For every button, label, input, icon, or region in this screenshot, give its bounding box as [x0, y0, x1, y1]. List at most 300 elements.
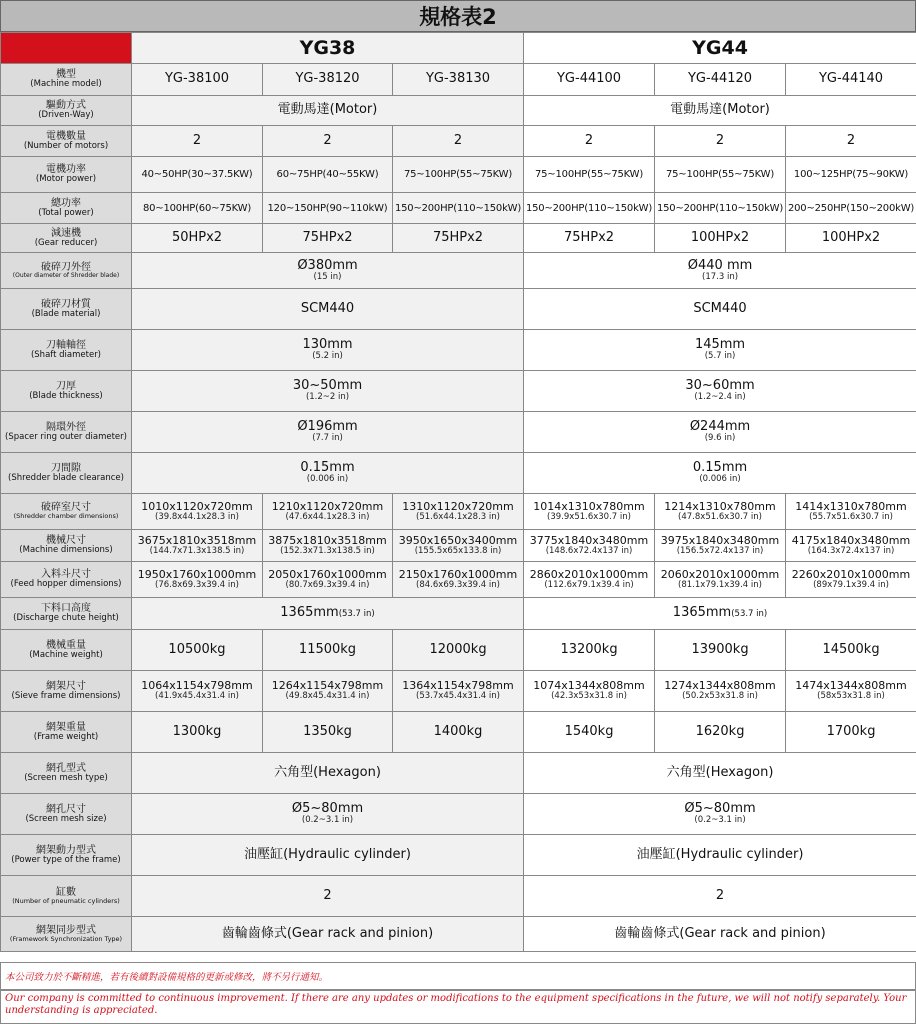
value-text: 10500kg: [168, 641, 226, 657]
spec-row: [1, 753, 916, 794]
row-label-zh: 缸數: [56, 886, 76, 898]
value-text: 4175x1840x3480mm: [791, 533, 911, 547]
spec-row: [1, 630, 916, 671]
value-text: 3875x1810x3518mm: [268, 533, 387, 547]
value-text: 12000kg: [429, 641, 487, 657]
value-subtext: (144.7x71.3x138.5 in): [149, 545, 245, 556]
value-text: 150~200HP(110~150kW): [525, 202, 653, 214]
value-cell: [393, 530, 524, 562]
value-cell: [132, 530, 263, 562]
row-label-zh: 驅動方式: [46, 100, 86, 112]
merged-value-cell-g38: [132, 835, 524, 876]
value-text: 1264x1154x798mm: [271, 679, 384, 693]
spec-row: [1, 876, 916, 917]
spec-row: [1, 330, 916, 371]
value-text: 130mm: [302, 337, 353, 353]
value-cell: [393, 224, 524, 253]
value-text: SCM440: [300, 300, 355, 316]
row-label: [1, 193, 132, 224]
row-label-en: (Discharge chute height): [13, 613, 119, 624]
row-label-en: (Framework Synchronization Type): [9, 934, 123, 943]
merged-value-cell-g44: [524, 289, 916, 330]
value-cell: [263, 494, 393, 530]
value-cell: [132, 494, 263, 530]
value-text: 75HPx2: [563, 229, 615, 245]
row-label: [1, 712, 132, 753]
spec-row: [1, 671, 916, 712]
row-label: [1, 289, 132, 330]
value-cell: [524, 671, 655, 712]
row-label-en: (Screen mesh size): [25, 813, 107, 824]
value-cell: [263, 671, 393, 712]
row-label: [1, 371, 132, 412]
value-text: 2260x2010x1000mm: [791, 567, 911, 581]
row-label: [1, 562, 132, 598]
value-subtext: (0.2~3.1 in): [301, 815, 354, 826]
value-cell: [524, 157, 655, 193]
spec-row: [1, 530, 916, 562]
row-label-en: (Spacer ring outer diameter): [5, 431, 127, 442]
red-corner-block: [1, 33, 132, 64]
group-header-row: [1, 33, 916, 64]
disclaimer-chinese: 本公司致力於不斷精進，若有後續對設備規格的更新或修改，將不另行通知。: [0, 962, 916, 990]
value-text: 1950x1760x1000mm: [137, 567, 257, 581]
value-text: 3975x1840x3480mm: [660, 533, 780, 547]
value-text: 電動馬達(Motor): [670, 102, 770, 118]
value-subtext: (89x79.1x39.4 in): [813, 579, 889, 590]
spec-row: [1, 193, 916, 224]
value-cell: [786, 494, 916, 530]
merged-value-cell-g38: [132, 371, 524, 412]
value-subtext: (112.6x79.1x39.4 in): [544, 579, 634, 590]
row-label-zh: 入料斗尺寸: [41, 569, 91, 581]
value-text: 100~125HP(75~90KW): [793, 169, 909, 180]
value-text: 75~100HP(55~75KW): [665, 169, 775, 180]
merged-value-cell-g38: [132, 253, 524, 289]
value-text: 3675x1810x3518mm: [137, 533, 257, 547]
value-cell: [393, 712, 524, 753]
value-cell: [263, 193, 393, 224]
value-text: 2: [846, 132, 856, 148]
value-cell: [524, 126, 655, 157]
value-cell: [132, 562, 263, 598]
value-cell: [132, 224, 263, 253]
value-subtext: (76.8x69.3x39.4 in): [155, 579, 239, 590]
value-text: 80~100HP(60~75KW): [142, 202, 252, 214]
value-cell: [786, 671, 916, 712]
value-text: 1414x1310x780mm: [795, 499, 907, 513]
merged-value-cell-g44: [524, 412, 916, 453]
row-label: [1, 598, 132, 630]
row-label-zh: 電機數量: [46, 130, 86, 142]
row-label: [1, 253, 132, 289]
row-label-zh: 下料口高度: [41, 603, 91, 615]
value-text: 120~150HP(90~110kW): [267, 202, 388, 214]
value-cell: [524, 193, 655, 224]
value-subtext: (42.3x53x31.8 in): [551, 691, 627, 702]
row-label-zh: 破碎室尺寸: [41, 502, 91, 514]
value-text: Ø196mm: [297, 419, 358, 435]
row-label-zh: 網架同步型式: [36, 924, 96, 936]
value-cell: [655, 712, 786, 753]
value-text: 150~200HP(110~150kW): [394, 202, 522, 214]
value-text: 油壓缸(Hydraulic cylinder): [636, 846, 804, 862]
value-cell: [132, 671, 263, 712]
value-text: 1364x1154x798mm: [402, 679, 514, 693]
value-text: SCM440: [693, 300, 747, 316]
row-label-zh: 刀間隙: [51, 462, 81, 474]
value-cell: [786, 712, 916, 753]
merged-value-cell-g44: [524, 371, 916, 412]
row-label-en: (Number of pneumatic cylinders): [12, 896, 120, 905]
row-label-en: (Screen mesh type): [24, 772, 108, 783]
page-title: 規格表2: [0, 0, 916, 32]
value-text: 0.15mm: [692, 460, 748, 476]
merged-value-cell-g38: [132, 794, 524, 835]
value-subtext: (53.7x45.4x31.4 in): [416, 691, 500, 702]
row-label-zh: 網孔型式: [46, 762, 86, 774]
value-cell: [393, 193, 524, 224]
row-label: [1, 876, 132, 917]
value-cell: [655, 193, 786, 224]
value-text: 2060x2010x1000mm: [660, 567, 780, 581]
row-label: [1, 64, 132, 96]
value-text: 齒輪齒條式(Gear rack and pinion): [221, 925, 434, 941]
value-cell: [263, 712, 393, 753]
row-label-zh: 刀軸軸徑: [46, 339, 86, 351]
value-text: 1700kg: [826, 723, 876, 739]
value-cell: [132, 712, 263, 753]
spec-row: [1, 126, 916, 157]
value-cell: [786, 630, 916, 671]
merged-value-cell-g38: [132, 598, 524, 630]
value-text: 1074x1344x808mm: [533, 679, 645, 693]
value-text: 2: [323, 887, 332, 903]
merged-value-cell-g38: [132, 96, 524, 126]
row-label-en: (Power type of the frame): [11, 854, 121, 865]
value-text: 2: [715, 887, 725, 903]
merged-value-cell-g44: [524, 876, 916, 917]
value-cell: [393, 630, 524, 671]
value-subtext: (84.6x69.3x39.4 in): [416, 579, 500, 590]
value-text: 14500kg: [822, 641, 880, 657]
value-text: 50HPx2: [171, 229, 223, 245]
row-label-en: (Blade thickness): [29, 390, 103, 401]
value-cell: [524, 224, 655, 253]
value-subtext: (47.6x44.1x28.3 in): [285, 511, 370, 522]
value-subtext: (47.8x51.6x30.7 in): [678, 511, 762, 522]
value-cell: [524, 530, 655, 562]
value-text: 1214x1310x780mm: [664, 499, 776, 513]
value-cell: [132, 126, 263, 157]
value-cell: [655, 630, 786, 671]
value-text: 150~200HP(110~150kW): [656, 202, 784, 214]
merged-value-cell-g38: [132, 876, 524, 917]
value-cell: [132, 157, 263, 193]
value-cell: [655, 224, 786, 253]
row-label-zh: 破碎刀外徑: [41, 261, 91, 273]
value-text: Ø5~80mm: [684, 801, 756, 817]
value-text: 60~75HP(40~55KW): [276, 169, 379, 180]
value-text: 145mm: [694, 337, 746, 353]
value-text: 1310x1120x720mm: [402, 499, 514, 513]
row-label: [1, 494, 132, 530]
value-subtext: (0.006 in): [699, 474, 741, 485]
value-text: 油壓缸(Hydraulic cylinder): [244, 846, 411, 862]
value-cell: [655, 562, 786, 598]
value-text: 75~100HP(55~75KW): [403, 169, 513, 180]
row-label-en: (Shredder chamber dimensions): [13, 512, 119, 521]
value-cell: [393, 126, 524, 157]
row-label-zh: 網孔尺寸: [46, 803, 86, 815]
value-subtext: (39.8x44.1x28.3 in): [155, 511, 239, 522]
row-label-zh: 機械尺寸: [46, 535, 86, 547]
value-subtext: (15 in): [313, 271, 342, 282]
value-cell: [524, 494, 655, 530]
value-subtext: (80.7x69.3x39.4 in): [285, 579, 370, 590]
merged-value-cell-g38: [132, 917, 524, 952]
value-text: 2: [192, 132, 202, 148]
row-label-en: (Driven-Way): [38, 110, 94, 121]
value-subtext: (9.6 in): [704, 433, 736, 444]
value-text: 100HPx2: [690, 229, 750, 245]
merged-value-cell-g44: [524, 753, 916, 794]
value-inline-subtext: (53.7 in): [731, 609, 768, 620]
merged-value-cell-g44: [524, 598, 916, 630]
row-label-en: (Motor power): [35, 174, 97, 185]
row-label-en: (Total power): [38, 207, 94, 218]
value-cell: [786, 193, 916, 224]
model-cell: YG-44100: [524, 64, 655, 96]
value-inline-subtext: (53.7 in): [338, 609, 375, 620]
value-subtext: (148.6x72.4x137 in): [545, 545, 633, 556]
spec-row: [1, 253, 916, 289]
row-label-zh: 網架重量: [46, 721, 86, 733]
value-cell: [393, 562, 524, 598]
value-text: 1210x1120x720mm: [271, 499, 384, 513]
value-text: 1365mm: [672, 605, 732, 621]
value-text: 11500kg: [298, 641, 357, 657]
value-text: 齒輪齒條式(Gear rack and pinion): [614, 925, 826, 941]
model-cell: YG-44140: [786, 64, 916, 96]
value-subtext: (5.2 in): [312, 351, 343, 362]
row-label-en: (Sieve frame dimensions): [11, 690, 121, 701]
spec-row: [1, 371, 916, 412]
value-text: 1064x1154x798mm: [141, 679, 253, 693]
value-text: 3775x1840x3480mm: [529, 533, 649, 547]
value-cell: [655, 157, 786, 193]
value-text: 2: [323, 132, 332, 148]
value-text: 40~50HP(30~37.5KW): [141, 169, 253, 180]
value-cell: [132, 630, 263, 671]
value-text: 2: [715, 132, 725, 148]
value-text: 30~60mm: [685, 378, 755, 394]
merged-value-cell-g38: [132, 412, 524, 453]
spec-row: [1, 598, 916, 630]
value-text: 1365mm: [280, 605, 339, 621]
value-text: 2: [453, 132, 463, 148]
row-label: [1, 157, 132, 193]
group-yg44-header: YG44: [524, 33, 916, 64]
value-cell: [263, 530, 393, 562]
row-label-zh: 破碎刀材質: [41, 298, 91, 310]
row-label: [1, 330, 132, 371]
model-cell: YG-44120: [655, 64, 786, 96]
value-text: 1620kg: [695, 723, 745, 739]
row-label-en: (Blade material): [31, 308, 101, 319]
value-subtext: (81.1x79.1x39.4 in): [678, 579, 762, 590]
value-text: 30~50mm: [292, 378, 363, 394]
row-label-zh: 網架尺寸: [46, 680, 86, 692]
row-label-zh: 網架動力型式: [36, 844, 96, 856]
row-label-zh: 機型: [56, 69, 76, 81]
spec-row: [1, 494, 916, 530]
value-cell: [786, 530, 916, 562]
value-text: Ø244mm: [689, 419, 751, 435]
value-subtext: (51.6x44.1x28.3 in): [416, 511, 500, 522]
row-label-en: (Outer diameter of Shredder blade): [12, 271, 120, 279]
value-subtext: (39.9x51.6x30.7 in): [547, 511, 631, 522]
row-label: [1, 412, 132, 453]
row-label: [1, 453, 132, 494]
merged-value-cell-g44: [524, 794, 916, 835]
value-subtext: (156.5x72.4x137 in): [676, 545, 764, 556]
value-cell: [786, 224, 916, 253]
row-label-zh: 減速機: [51, 227, 81, 239]
value-cell: [524, 562, 655, 598]
spec-row: [1, 224, 916, 253]
group-yg38-header: YG38: [132, 33, 524, 64]
value-text: 200~250HP(150~200kW): [787, 202, 915, 214]
row-label: [1, 530, 132, 562]
value-text: Ø380mm: [297, 257, 358, 273]
value-subtext: (50.2x53x31.8 in): [682, 691, 758, 702]
value-subtext: (55.7x51.6x30.7 in): [809, 511, 893, 522]
value-text: Ø440 mm: [687, 257, 753, 273]
merged-value-cell-g44: [524, 96, 916, 126]
row-label: [1, 630, 132, 671]
value-subtext: (58x53x31.8 in): [817, 691, 885, 702]
row-label-zh: 機械重量: [46, 639, 86, 651]
value-cell: [393, 494, 524, 530]
value-cell: [655, 530, 786, 562]
value-cell: [786, 562, 916, 598]
value-cell: [655, 126, 786, 157]
value-text: 75HPx2: [302, 229, 353, 245]
value-cell: [655, 671, 786, 712]
value-subtext: (164.3x72.4x137 in): [807, 545, 895, 556]
spec-row: [1, 835, 916, 876]
value-cell: [132, 193, 263, 224]
row-label: [1, 671, 132, 712]
value-subtext: (49.8x45.4x31.4 in): [285, 691, 370, 702]
value-subtext: (17.3 in): [702, 271, 739, 282]
row-label-zh: 總功率: [51, 197, 81, 209]
merged-value-cell-g44: [524, 453, 916, 494]
value-subtext: (155.5x65x133.8 in): [414, 545, 502, 556]
row-label-en: (Gear reducer): [34, 237, 98, 248]
value-cell: [263, 126, 393, 157]
spec-row: [1, 412, 916, 453]
value-text: 1274x1344x808mm: [664, 679, 776, 693]
value-subtext: (1.2~2 in): [305, 392, 350, 403]
value-cell: [524, 630, 655, 671]
merged-value-cell-g44: [524, 917, 916, 952]
spec-row: [1, 289, 916, 330]
value-text: Ø5~80mm: [291, 801, 364, 817]
value-text: 1474x1344x808mm: [795, 679, 907, 693]
row-label-en: (Shredder blade clearance): [8, 472, 124, 483]
row-label-en: (Machine model): [30, 79, 102, 90]
value-text: 2860x2010x1000mm: [529, 567, 649, 581]
row-label-zh: 電機功率: [46, 164, 86, 176]
row-label: [1, 96, 132, 126]
value-cell: [393, 671, 524, 712]
value-text: 2050x1760x1000mm: [268, 567, 387, 581]
spec-row: [1, 562, 916, 598]
value-text: 75HPx2: [432, 229, 484, 245]
row-label: [1, 753, 132, 794]
merged-value-cell-g38: [132, 330, 524, 371]
value-text: 1350kg: [303, 723, 352, 739]
value-cell: [655, 494, 786, 530]
row-label-en: (Frame weight): [33, 731, 99, 742]
value-subtext: (7.7 in): [312, 433, 343, 444]
merged-value-cell-g38: [132, 753, 524, 794]
spec-row: [1, 96, 916, 126]
row-label: [1, 917, 132, 952]
row-label-en: (Number of motors): [23, 140, 109, 151]
value-subtext: (1.2~2.4 in): [694, 392, 746, 403]
value-text: 1010x1120x720mm: [141, 499, 253, 513]
value-text: 1400kg: [433, 723, 483, 739]
disclaimer-english: Our company is committed to continuous improvement. If there are any updates or modifications to the equipment specifications in the future, we will not notify separately. Your understanding is appreciated.: [0, 990, 916, 1024]
value-subtext: (5.7 in): [704, 351, 736, 362]
value-text: 1014x1310x780mm: [533, 499, 645, 513]
spec-row: [1, 453, 916, 494]
value-text: 2: [584, 132, 594, 148]
spec-row: [1, 157, 916, 193]
value-cell: [263, 157, 393, 193]
value-cell: [263, 224, 393, 253]
value-subtext: (152.3x71.3x138.5 in): [280, 545, 375, 556]
row-label: [1, 794, 132, 835]
spec-table: [0, 32, 916, 952]
value-text: 13200kg: [560, 641, 618, 657]
spec-row: [1, 917, 916, 952]
model-cell: YG-38120: [263, 64, 393, 96]
value-subtext: (0.2~3.1 in): [694, 815, 746, 826]
row-label-zh: 刀厚: [56, 380, 76, 392]
spec-row: [1, 712, 916, 753]
value-text: 13900kg: [691, 641, 749, 657]
value-text: 電動馬達(Motor): [277, 102, 378, 118]
row-label-en: (Machine weight): [29, 649, 103, 660]
value-cell: [393, 157, 524, 193]
row-label: [1, 126, 132, 157]
value-text: 六角型(Hexagon): [666, 764, 774, 780]
row-label: [1, 835, 132, 876]
value-subtext: (0.006 in): [306, 474, 349, 485]
value-subtext: (41.9x45.4x31.4 in): [155, 691, 239, 702]
row-label-zh: 隔環外徑: [46, 421, 86, 433]
merged-value-cell-g38: [132, 453, 524, 494]
value-cell: [263, 630, 393, 671]
merged-value-cell-g38: [132, 289, 524, 330]
value-text: 1300kg: [172, 723, 222, 739]
value-text: 1540kg: [564, 723, 614, 739]
row-label-en: (Shaft diameter): [30, 349, 102, 360]
